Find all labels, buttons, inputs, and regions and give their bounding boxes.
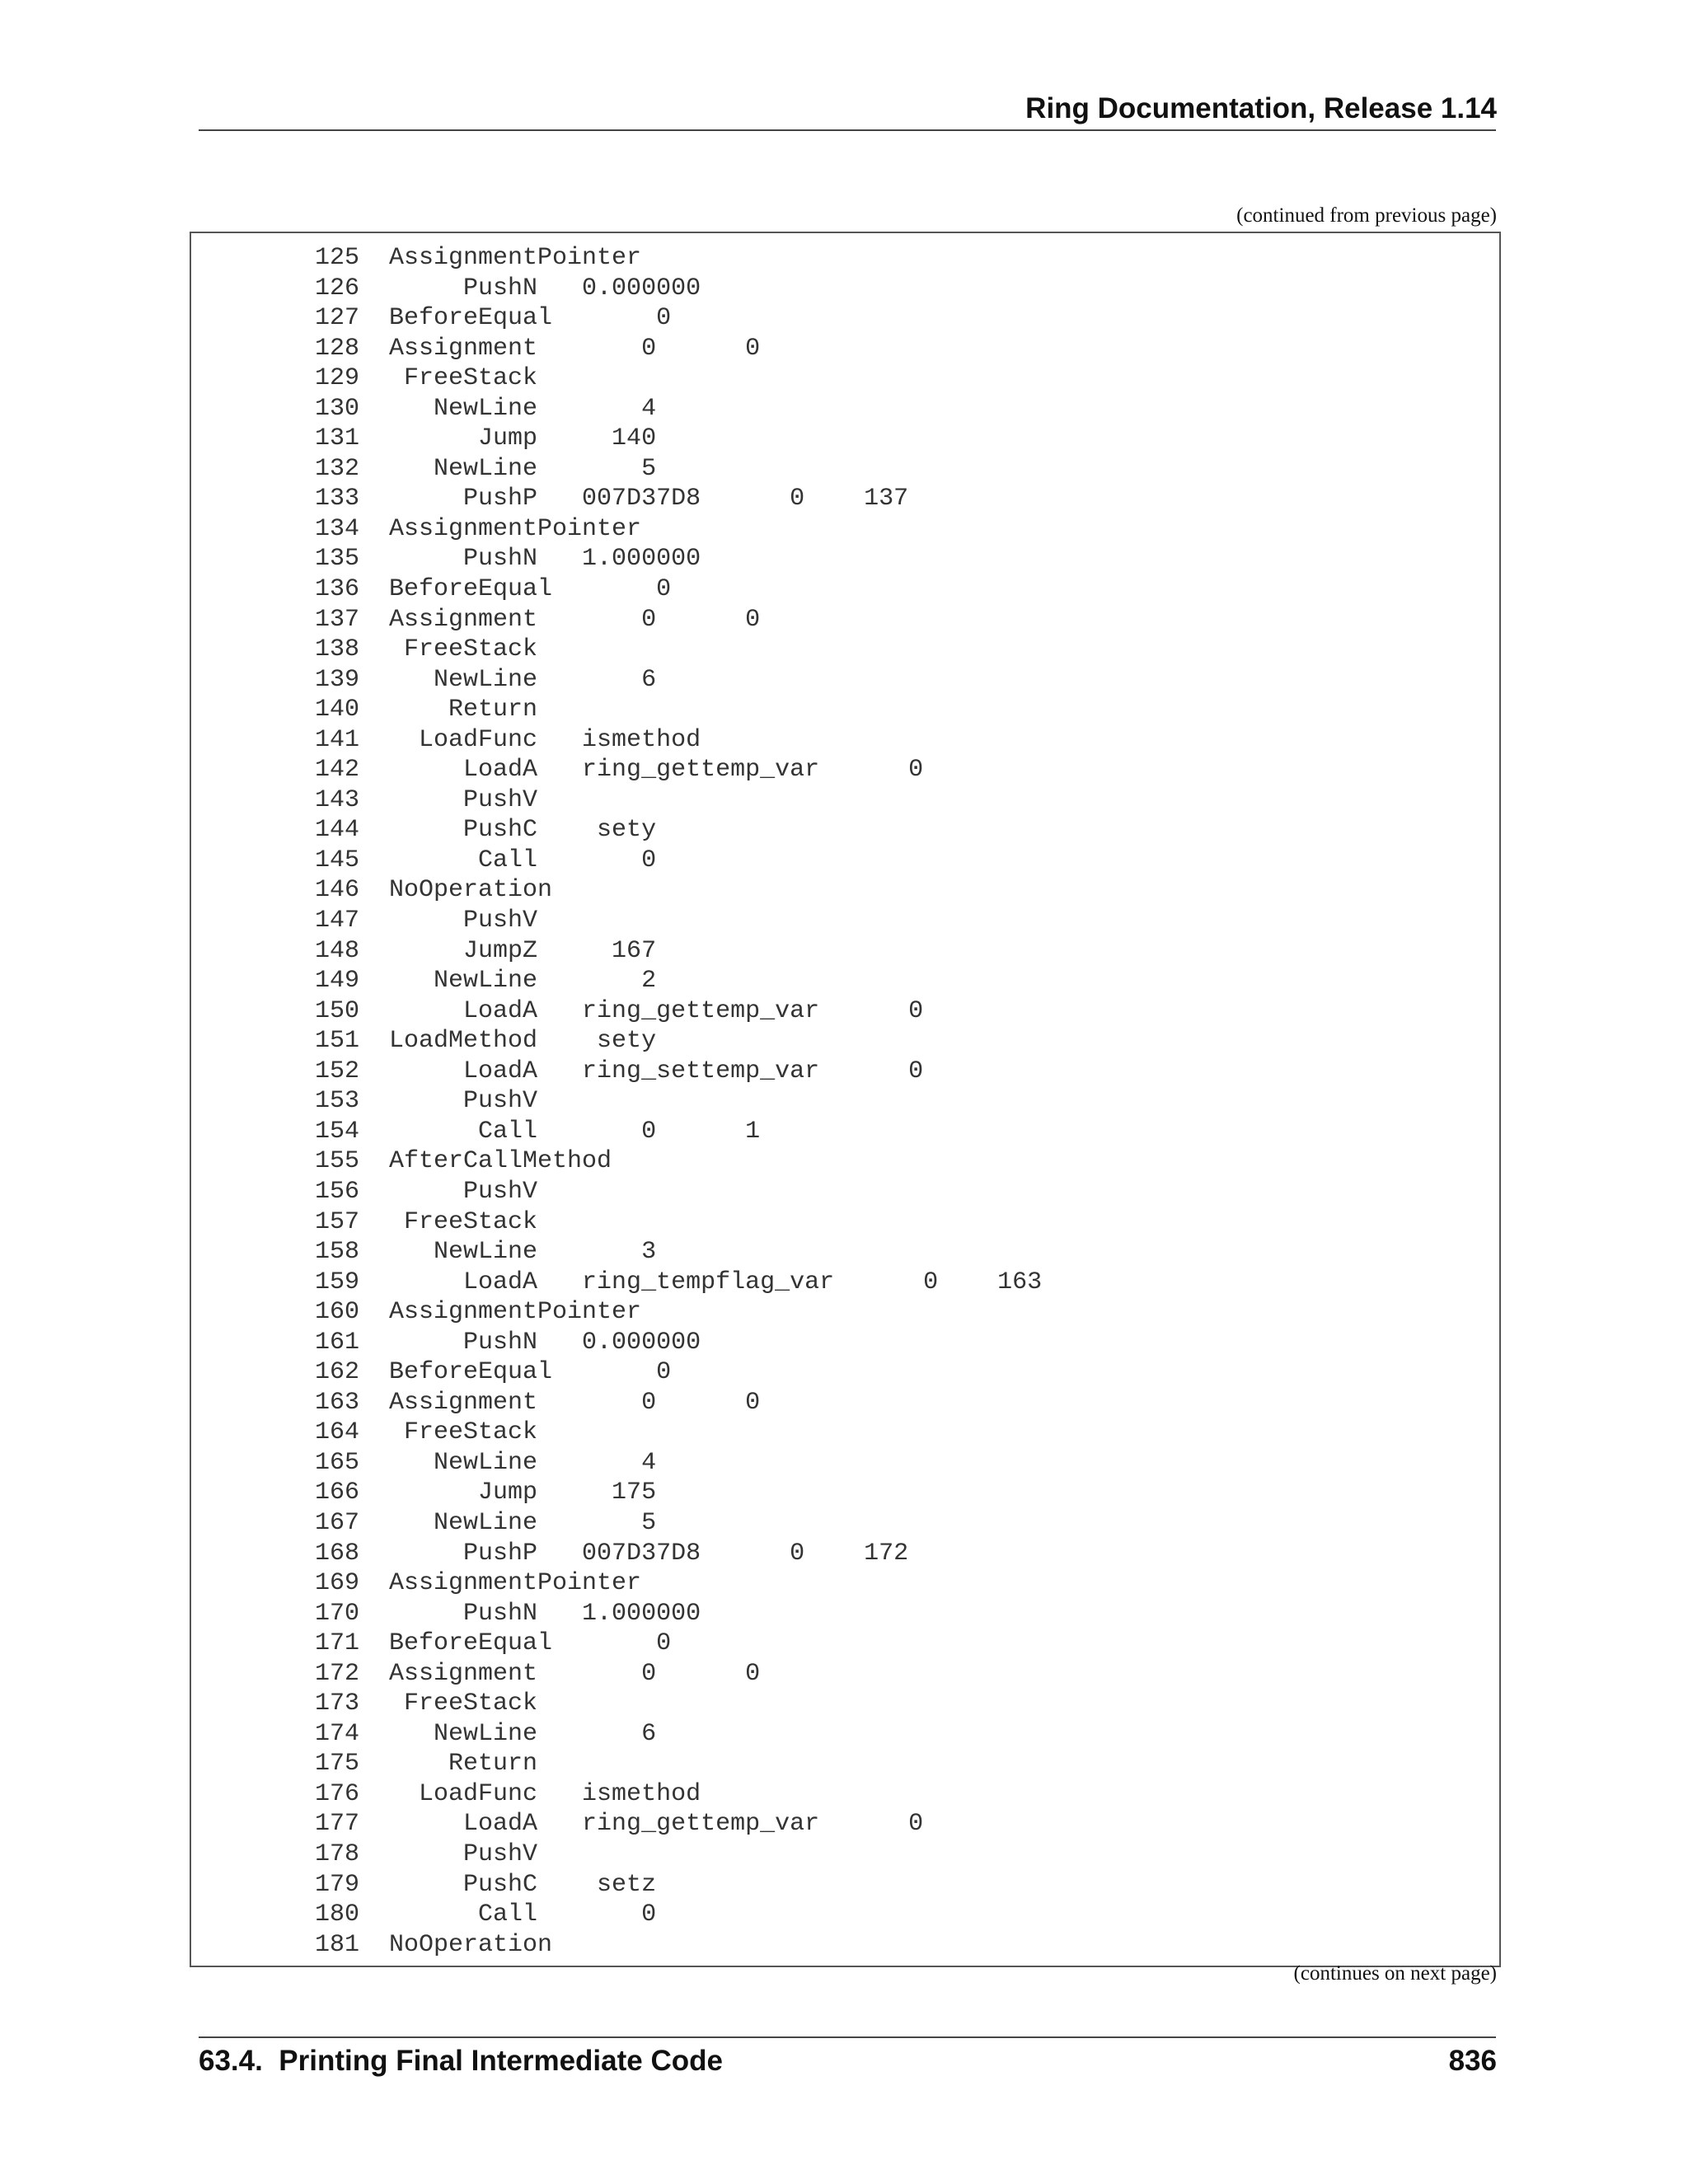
footer-divider <box>199 2036 1496 2038</box>
code-listing: 125 AssignmentPointer 126 PushN 0.000000 127 BeforeEqual 0 128 Assignment 0 0 129 FreeStack 130 NewLine 4 131 Jump 140 132 NewLine 5 133 PushP 007D37D8 0 137 134 AssignmentPointer 135 PushN 1.000000 136 BeforeEqual 0 137 Assignment 0 0 138 FreeStack 139 NewLine 6 140 Return 141 LoadFunc ismethod 142 LoadA ring_gettemp_var 0 143 PushV 144 PushC sety 145 Call 0 146 NoOperation 147 PushV 148 JumpZ 167 149 NewLine 2 150 LoadA ring_gettemp_var 0 151 LoadMethod sety 152 LoadA ring_settemp_var 0 153 PushV 154 Call 0 1 155 AfterCallMethod 156 PushV 157 FreeStack 158 NewLine 3 159 LoadA ring_tempflag_var 0 163 160 AssignmentPointer 161 PushN 0.000000 162 BeforeEqual 0 163 Assignment 0 0 164 FreeStack 165 NewLine 4 166 Jump 175 167 NewLine 5 168 PushP 007D37D8 0 172 169 AssignmentPointer 170 PushN 1.000000 171 BeforeEqual 0 172 Assignment 0 0 173 FreeStack 174 NewLine 6 175 Return 176 LoadFunc ismethod 177 LoadA ring_gettemp_var 0 178 PushV 179 PushC setz 180 Call 0 181 NoOperation <box>315 244 1043 1959</box>
page-header-title: Ring Documentation, Release 1.14 <box>1025 92 1497 124</box>
continued-from-note: (continued from previous page) <box>1236 204 1497 227</box>
footer-section-title: 63.4. Printing Final Intermediate Code <box>199 2045 723 2077</box>
code-block <box>190 232 1501 1967</box>
header-divider <box>199 129 1496 131</box>
page-number: 836 <box>1448 2045 1497 2077</box>
continues-next-note: (continues on next page) <box>1293 1962 1497 1985</box>
